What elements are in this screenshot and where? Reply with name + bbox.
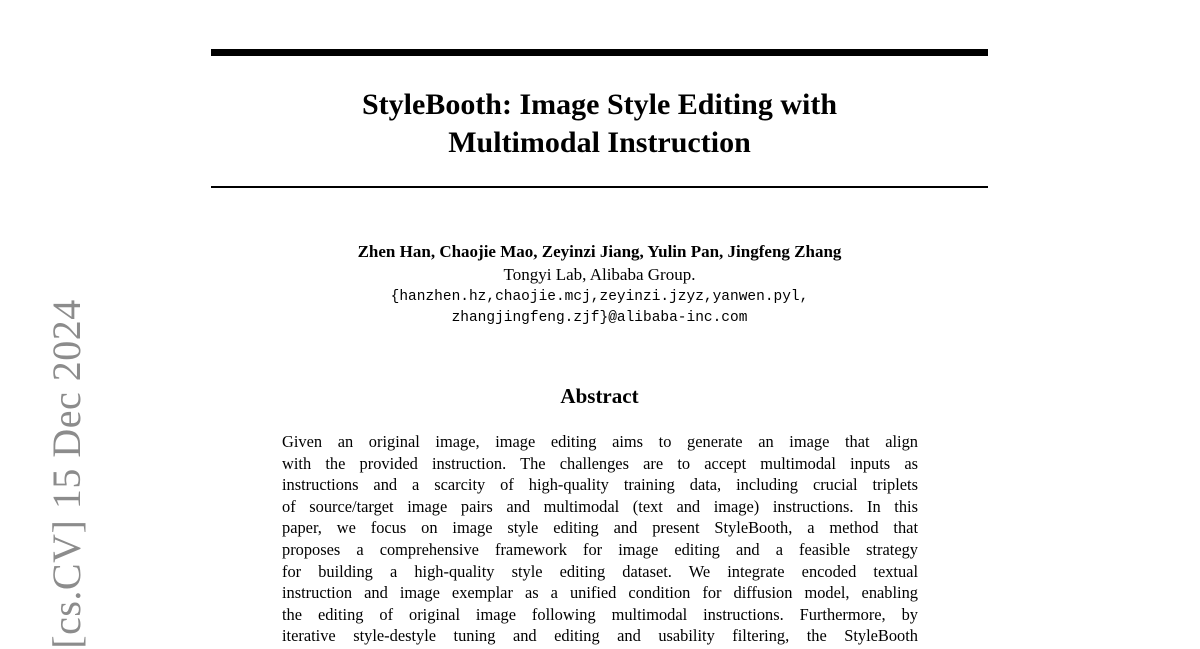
abstract-line: of source/target image pairs and multimodal (text and image) instructions. In this: [282, 496, 918, 516]
arxiv-sidebar-stamp: [cs.CV] 15 Dec 2024: [44, 299, 89, 649]
paper-title: [211, 86, 988, 162]
author-emails: [211, 287, 988, 329]
title-line-2: Multimodal Instruction: [448, 126, 751, 159]
top-rule: [211, 49, 988, 56]
abstract-line: Given an original image, image editing aims to generate an image that align: [282, 432, 918, 451]
title-bottom-rule: [211, 186, 988, 188]
abstract-line: instructions and a scarcity of high-quality training data, including crucial triplets: [282, 475, 918, 495]
email-line-1: {hanzhen.hz,chaojie.mcj,zeyinzi.jzyz,yanwen.pyl,: [390, 289, 809, 305]
abstract-line: iterative style-destyle tuning and editing and usability filtering, the StyleBooth: [282, 626, 918, 646]
abstract-line: proposes a comprehensive framework for image editing and a feasible strategy: [282, 539, 918, 559]
title-line-1: StyleBooth: Image Style Editing with: [361, 88, 838, 121]
abstract-body: [282, 431, 918, 647]
abstract-line: for building a high-quality style editing dataset. We integrate encoded textual: [282, 561, 918, 581]
abstract-line: paper, we focus on image style editing and present StyleBooth, a method that: [282, 518, 918, 538]
author-list: Zhen Han, Chaojie Mao, Zeyinzi Jiang, Yulin Pan, Jingfeng Zhang: [357, 242, 842, 261]
abstract-heading: Abstract: [560, 384, 639, 408]
affiliation: Tongyi Lab, Alibaba Group.: [503, 265, 696, 284]
abstract-line: instruction and image exemplar as a unified condition for diffusion model, enabling: [282, 583, 918, 603]
abstract-line: with the provided instruction. The challenges are to accept multimodal inputs as: [282, 453, 918, 473]
abstract-line: the editing of original image following multimodal instructions. Furthermore, by: [282, 604, 918, 624]
email-line-2: zhangjingfeng.zjf}@alibaba-inc.com: [451, 310, 748, 326]
